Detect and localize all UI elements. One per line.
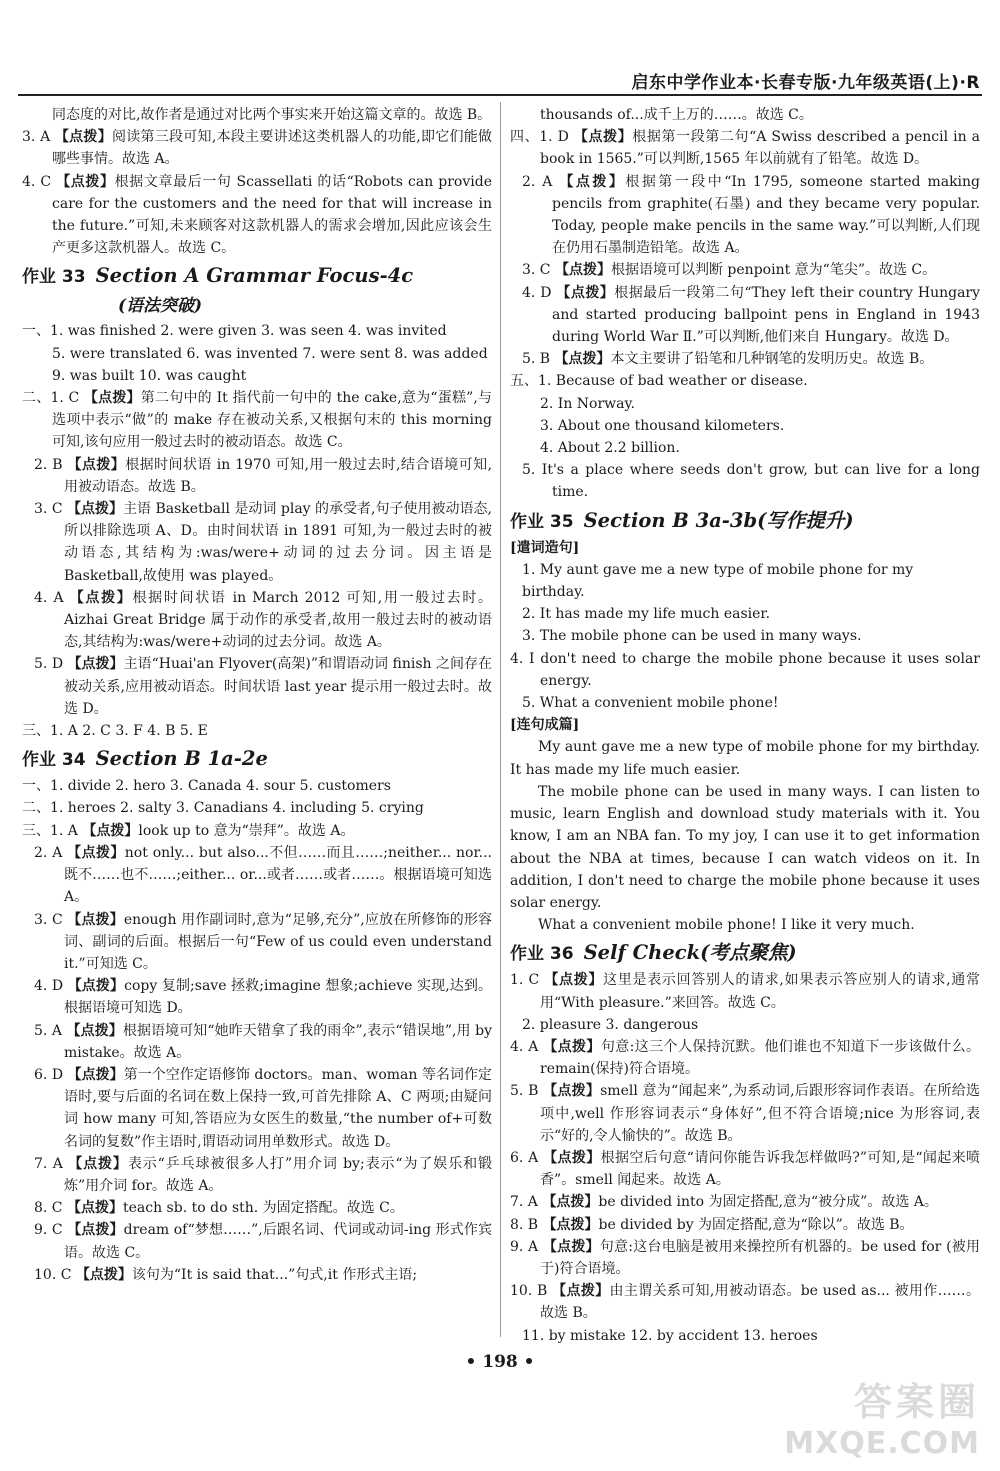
answer-item: 三、1. A 2. C 3. F 4. B 5. E [22,723,208,740]
answer-item: 同态度的对比,故作者是通过对比两个事实来开始这篇文章的。故选 B。 [52,107,492,123]
left-column [22,104,492,1286]
hint-tag: 【点拨】 [67,844,125,861]
answer-item: 11. by mistake 12. by accident 13. heroes [522,1327,818,1344]
hint-tag: 【点拨】 [66,1022,123,1039]
hint-tag: 【点拨】 [543,1149,601,1166]
answer-item: 5. were translated 6. was invented 7. were sent 8. was added [52,345,488,362]
section-heading [22,744,492,775]
watermark-url: MXQE.COM [784,1426,980,1461]
subsection-label: [连句成篇] [510,717,580,734]
section-heading [510,938,980,969]
answer-item: 3. About one thousand kilometers. [540,417,785,434]
answer-item: 2. It has made my life much easier. [522,606,771,623]
answer-item: 7. A 【点拨】表示“乒乓球被很多人打”用介词 by;表示“为了娱乐和锻炼”用介词 for。故选 A。 [34,1155,493,1194]
answer-item: 8. C 【点拨】teach sb. to do sth. 为固定搭配。故选 C。 [34,1200,404,1217]
answer-item: 5. A 【点拨】根据语境可知“她昨天错拿了我的雨伞”,表示“错误地”,用 by mistake。故选 A。 [34,1022,493,1061]
section-heading [22,261,492,292]
hint-tag: 【点拨】 [573,129,633,146]
answer-item: 一、1. was finished 2. were given 3. was seen 4. was invited [22,323,447,340]
section-title: Section B 3a-3b(写作提升) [583,508,854,532]
hint-tag: 【点拨】 [68,1155,128,1172]
hint-tag: 【点拨】 [542,1238,600,1255]
answer-item: 7. A 【点拨】be divided into 为固定搭配,意为“被分成”。故选 A。 [510,1194,938,1211]
homework-number: 作业 36 [510,944,574,965]
essay-paragraph: The mobile phone can be used in many ways. I can listen to music, learn English and download study materials with it. You know, I am an NBA fan. To my joy, I can use it to get information about the NBA at times, because I can watch videos on it. In addition, I don't need to charge the mobile phone because it uses solar energy. [510,783,980,911]
hint-tag: 【点拨】 [554,262,611,279]
right-column [510,104,980,1347]
answer-item: 2. pleasure 3. dangerous [522,1016,699,1033]
answer-item: 4. About 2.2 billion. [540,440,680,457]
answer-item: 4. A 【点拨】根据时间状语 in March 2012 可知,用一般过去时。Aizhai Great Bridge 属于动作的承受者,故用一般过去时的被动语态,其结构为:was/were+动词的过去分词。故选 A。 [34,589,493,651]
answer-item: 6. A 【点拨】根据空后句意“请问你能告诉我怎样做吗?”可知,是“闻起来喷香”。smell 闻起来。故选 A。 [510,1149,980,1189]
hint-tag: 【点拨】 [67,456,126,473]
homework-number: 作业 33 [22,267,86,288]
hint-tag: 【点拨】 [542,1216,599,1233]
answer-item: 5. B 【点拨】smell 意为“闻起来”,为系动词,后跟形容词作表语。在所给选项中,well 作形容词表示“身体好”,但不符合语境;nice 为形容词,表示“好的,令人愉快的”。故选 B。 [510,1083,981,1144]
answer-item: 四、1. D 【点拨】根据第一段第二句“A Swiss described a pencil in a book in 1565.”可以判断,1565 年以前就有了铅笔。故选 D。 [510,129,980,168]
watermark-logo: 答案圈 [853,1380,980,1424]
essay-paragraph: My aunt gave me a new type of mobile phone for my birthday. It has made my life much easier. [510,739,980,778]
hint-tag: 【点拨】 [82,822,139,839]
answer-item: 4. A 【点拨】句意:这三个人保持沉默。他们谁也不知道下一步该做什么。remain(保持)符合语境。 [510,1038,981,1078]
answer-item: 5. D 【点拨】主语“Huai'an Flyover(高架)”和谓语动词 finish 之间存在被动关系,应用被动语态。时间状语 last year 提示用一般过去时。故选 D。 [34,656,493,717]
answer-item: 三、1. A 【点拨】look up to 意为“崇拜”。故选 A。 [22,822,355,839]
homework-number: 作业 35 [510,511,574,532]
hint-tag: 【点拨】 [542,1194,599,1211]
subsection-label: [遣词造句] [510,539,580,556]
section-title: Section B 1a-2e [95,747,268,771]
page-number: • 198 • [465,1352,535,1372]
answer-item: thousands of...成千上万的……。故选 C。 [540,107,813,123]
hint-tag: 【点拨】 [75,1266,132,1283]
section-heading [510,506,980,537]
answer-item: 9. A 【点拨】句意:这台电脑是被用来操控所有机器的。be used for (被用于)符合语境。 [510,1238,980,1277]
hint-tag: 【点拨】 [556,284,615,301]
hint-tag: 【点拨】 [69,589,133,606]
answer-item: 3. A 【点拨】阅读第三段可知,本段主要讲述这类机器人的功能,即它们能做哪些事情。故选 A。 [22,129,493,168]
answer-item: 4. I don't need to charge the mobile phone because it uses solar energy. [510,650,980,689]
answer-item: 一、1. divide 2. hero 3. Canada 4. sour 5. customers [22,778,391,795]
answer-item: 1. C 【点拨】这里是表示回答别人的请求,如果表示答应别人的请求,通常用“With pleasure.”来回答。故选 C。 [510,972,980,1011]
homework-number: 作业 34 [22,750,86,771]
answer-item: 1. My aunt gave me a new type of mobile phone for my birthday. [522,561,914,601]
answer-item: 二、1. C 【点拨】第二句中的 It 指代前一句中的 the cake,意为“蛋糕”,与选项中表示“做”的 make 存在被动关系,又根据句末的 this morning 可知,该句应用一般过去时的被动语态。故选 C。 [22,390,492,451]
answer-item: 4. C 【点拨】根据文章最后一句 Scassellati 的话“Robots can provide care for the customers and the need for that will increase in the future.”可知,未来顾客对这款机器人的需求会增加,因此应该会生产更多这款机器人。故选 C。 [22,173,492,257]
hint-tag: 【点拨】 [67,1066,124,1083]
essay-paragraph: What a convenient mobile phone! I like it very much. [538,917,915,934]
hint-tag: 【点拨】 [67,978,125,995]
answer-item: 9. C 【点拨】dream of“梦想……”,后跟名词、代词或动词-ing 形式作宾语。故选 C。 [34,1222,492,1261]
answer-item: 5. It's a place where seeds don't grow, but can live for a long time. [522,462,980,501]
hint-tag: 【点拨】 [67,911,124,928]
answer-item: 五、1. Because of bad weather or disease. [510,373,808,390]
section-title: Self Check(考点聚焦) [583,941,797,965]
answer-item: 二、1. heroes 2. salty 3. Canadians 4. including 5. crying [22,800,424,817]
answer-item: 3. C 【点拨】enough 用作副词时,意为“足够,充分”,应放在所修饰的形容词、副词的后面。根据后一句“Few of us could even understand it.”可知选 C。 [34,911,492,972]
section-subtitle: (语法突破) [118,296,203,317]
hint-tag: 【点拨】 [67,1222,124,1239]
answer-item: 5. What a convenient mobile phone! [522,695,779,712]
hint-tag: 【点拨】 [543,1038,601,1055]
answer-item: 9. was built 10. was caught [52,367,247,384]
answer-item: 6. D 【点拨】第一个空作定语修饰 doctors。man、woman 等名词作定语时,要与后面的名词在数上保持一致,可首先排除 A、C 两项;由疑问词 how many 可知,答语应为女医生的数量,“the number of+可数名词的复数”作主语时,谓语动词用单数形式。故选 D。 [34,1066,492,1150]
hint-tag: 【点拨】 [66,501,124,518]
hint-tag: 【点拨】 [67,656,124,673]
answer-item: 2. B 【点拨】根据时间状语 in 1970 可知,用一般过去时,结合语境可知,用被动语态。故选 B。 [34,456,493,495]
hint-tag: 【点拨】 [56,173,115,190]
answer-item: 4. D 【点拨】copy 复制;save 拯救;imagine 想象;achieve 实现,达到。根据语境可知选 D。 [34,978,493,1017]
hint-tag: 【点拨】 [83,390,141,407]
answer-item: 4. D 【点拨】根据最后一段第二句“They left their country Hungary and started producing ballpoint pens in England in 1943 during World War Ⅱ.”可以判断,他们来自 Hungary。故选 D。 [522,284,981,346]
hint-tag: 【点拨】 [544,972,604,989]
answer-item: 8. B 【点拨】be divided by 为固定搭配,意为“除以”。故选 B。 [510,1216,914,1233]
header-rule [18,94,982,96]
answer-item: 5. B 【点拨】本文主要讲了铅笔和几种钢笔的发明历史。故选 B。 [522,351,934,368]
answer-item: 3. C 【点拨】根据语境可以判断 penpoint 意为“笔尖”。故选 C。 [522,262,937,279]
hint-tag: 【点拨】 [66,1200,123,1217]
answer-item: 2. A 【点拨】根据第一段中“In 1795, someone started making pencils from graphite(石墨) and they became very popular. Today, people make pencils in the same way.”可以判断,人们现在仍用石墨制造铅笔。故选 A。 [522,173,981,257]
watermark [784,1371,980,1461]
hint-tag: 【点拨】 [559,173,626,190]
answer-item: 10. B 【点拨】由主谓关系可知,用被动语态。be used as... 被用作……。故选 B。 [510,1283,980,1322]
column-divider [500,102,501,1337]
page-header: 启东中学作业本·长春专版·九年级英语(上)·R [631,73,980,93]
hint-tag: 【点拨】 [54,129,112,146]
hint-tag: 【点拨】 [554,351,611,368]
answer-item: 2. In Norway. [540,395,636,412]
answer-item: 2. A 【点拨】not only... but also...不但……而且……;neither... nor...既不……也不……;either... or...或者……或者……。根据语境可知选 A。 [34,844,492,906]
section-title: Section A Grammar Focus-4c [95,264,414,288]
answer-item: 3. The mobile phone can be used in many ways. [522,628,862,645]
answer-item: 10. C 【点拨】该句为“It is said that...”句式,it 作形式主语; [34,1266,418,1283]
answer-item: 3. C 【点拨】主语 Basketball 是动词 play 的承受者,句子使用被动语态,所以排除选项 A、D。由时间状语 in 1891 可知,为一般过去时的被动语态,其结构为:was/were+动词的过去分词。因主语是 Basketball,故使用 was played。 [34,501,492,584]
hint-tag: 【点拨】 [543,1083,601,1100]
hint-tag: 【点拨】 [552,1283,610,1300]
